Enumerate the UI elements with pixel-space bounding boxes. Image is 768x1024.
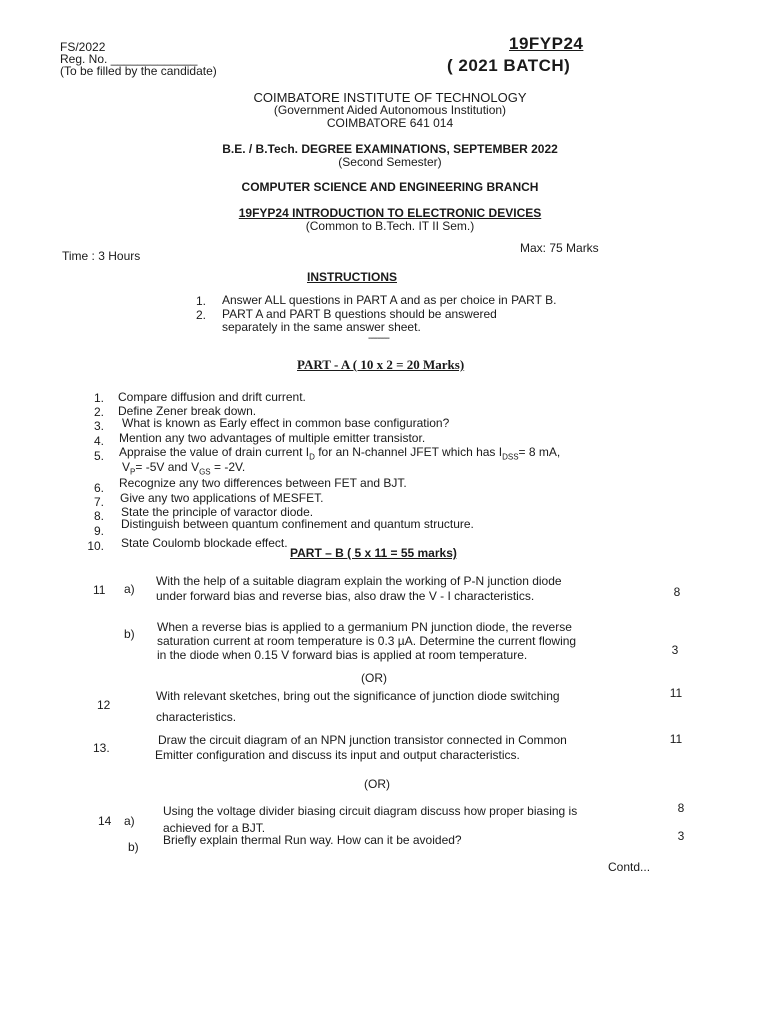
question-num: 7. bbox=[93, 495, 104, 509]
question-num: 8. bbox=[93, 509, 104, 523]
institute-name: COIMBATORE INSTITUTE OF TECHNOLOGY bbox=[253, 90, 527, 105]
question-text: under forward bias and reverse bias, also draw the V - I characteristics. bbox=[156, 589, 535, 603]
question-text: When a reverse bias is applied to a germanium PN junction diode, the reverse bbox=[157, 620, 572, 634]
marks-value: 8 bbox=[677, 801, 685, 815]
question-text: Draw the circuit diagram of an NPN junction transistor connected in Common bbox=[158, 733, 567, 747]
subquestion-label: a) bbox=[124, 814, 135, 828]
branch-title: COMPUTER SCIENCE AND ENGINEERING BRANCH bbox=[241, 180, 539, 194]
question-text: Briefly explain thermal Run way. How can it be avoided? bbox=[163, 833, 462, 847]
exam-title: B.E. / B.Tech. DEGREE EXAMINATIONS, SEPTEMBER 2022 bbox=[222, 142, 558, 156]
instruction-text: separately in the same answer sheet. bbox=[222, 320, 421, 334]
form-code: FS/2022 bbox=[60, 40, 106, 54]
subject-code: 19FYP24 bbox=[509, 34, 584, 53]
subquestion-label: a) bbox=[124, 582, 135, 596]
course-note: (Common to B.Tech. IT II Sem.) bbox=[305, 219, 475, 233]
part-b-heading: PART – B ( 5 x 11 = 55 marks) bbox=[290, 546, 457, 560]
question-text: Define Zener break down. bbox=[118, 404, 257, 418]
marks-value: 3 bbox=[671, 643, 679, 657]
question-text: Mention any two advantages of multiple emitter transistor. bbox=[119, 431, 426, 445]
question-text: achieved for a BJT. bbox=[163, 821, 266, 835]
candidate-note: (To be filled by the candidate) bbox=[60, 64, 217, 78]
part-a-heading: PART - A ( 10 x 2 = 20 Marks) bbox=[297, 357, 465, 372]
subquestion-label: b) bbox=[128, 840, 139, 854]
question-text: With relevant sketches, bring out the significance of junction diode switching bbox=[156, 689, 560, 703]
marks-value: 11 bbox=[669, 732, 683, 746]
or-separator: (OR) bbox=[364, 777, 390, 791]
institute-subtitle: (Government Aided Autonomous Institution) bbox=[273, 103, 507, 117]
question-text: Compare diffusion and drift current. bbox=[118, 390, 306, 404]
batch-label: ( 2021 BATCH) bbox=[447, 56, 571, 75]
time-label: Time : 3 Hours bbox=[62, 249, 141, 263]
question-text: in the diode when 0.15 V forward bias is applied at room temperature. bbox=[157, 648, 528, 662]
subquestion-label: b) bbox=[124, 627, 135, 641]
question-text: characteristics. bbox=[156, 710, 237, 724]
question-num: 12 bbox=[97, 698, 111, 712]
question-text: Give any two applications of MESFET. bbox=[120, 491, 324, 505]
question-text: saturation current at room temperature is 0.3 µA. Determine the current flowing bbox=[157, 634, 577, 648]
instruction-text: Answer ALL questions in PART A and as per choice in PART B. bbox=[222, 293, 557, 307]
question-text: $V_P= -5V$ and $V_{GS} = -2V$. bbox=[122, 460, 246, 477]
continued-label: Contd... bbox=[608, 860, 651, 874]
marks-value: 3 bbox=[677, 829, 685, 843]
question-text: State Coulomb blockade effect. bbox=[121, 536, 288, 550]
question-text: Using the voltage divider biasing circuit diagram discuss how proper biasing is bbox=[163, 804, 578, 818]
instructions-heading: INSTRUCTIONS bbox=[307, 270, 397, 284]
reg-no-label: Reg. No. _____________ bbox=[60, 52, 198, 66]
question-text: With the help of a suitable diagram explain the working of P-N junction diode bbox=[156, 574, 562, 588]
question-num: 10. bbox=[87, 539, 104, 553]
question-num: 2. bbox=[93, 405, 104, 419]
course-title: 19FYP24 INTRODUCTION TO ELECTRONIC DEVICES bbox=[238, 206, 542, 220]
question-text: State the principle of varactor diode. bbox=[121, 505, 314, 519]
question-text: Recognize any two differences between FET and BJT. bbox=[119, 476, 407, 490]
question-num: 3. bbox=[93, 419, 104, 433]
marks-value: 11 bbox=[669, 686, 683, 700]
instructions-divider: --------- bbox=[368, 333, 389, 344]
question-num: 11 bbox=[93, 583, 106, 597]
question-text: Distinguish between quantum confinement and quantum structure. bbox=[121, 517, 474, 531]
question-num: 14 bbox=[98, 814, 112, 828]
question-num: 1. bbox=[93, 391, 104, 405]
question-num: 4. bbox=[93, 434, 104, 448]
instruction-num: 2. bbox=[195, 308, 206, 322]
question-num: 5. bbox=[93, 449, 104, 463]
question-text: Appraise the value of drain current $I_D$ for an N-channel JFET which has $I_{DSS}= 8$ mA, bbox=[119, 445, 561, 462]
question-num: 13. bbox=[93, 741, 110, 755]
institute-address: COIMBATORE 641 014 bbox=[326, 116, 454, 130]
or-separator: (OR) bbox=[361, 671, 387, 685]
instruction-num: 1. bbox=[195, 294, 206, 308]
instruction-text: PART A and PART B questions should be answered bbox=[222, 307, 497, 321]
question-text: Emitter configuration and discuss its input and output characteristics. bbox=[155, 748, 520, 762]
marks-value: 8 bbox=[673, 585, 681, 599]
question-num: 6. bbox=[93, 481, 104, 495]
question-num: 9. bbox=[93, 524, 104, 538]
exam-semester: (Second Semester) bbox=[338, 155, 442, 169]
question-text: What is known as Early effect in common base configuration? bbox=[122, 416, 450, 430]
max-marks: Max: 75 Marks bbox=[520, 241, 599, 255]
